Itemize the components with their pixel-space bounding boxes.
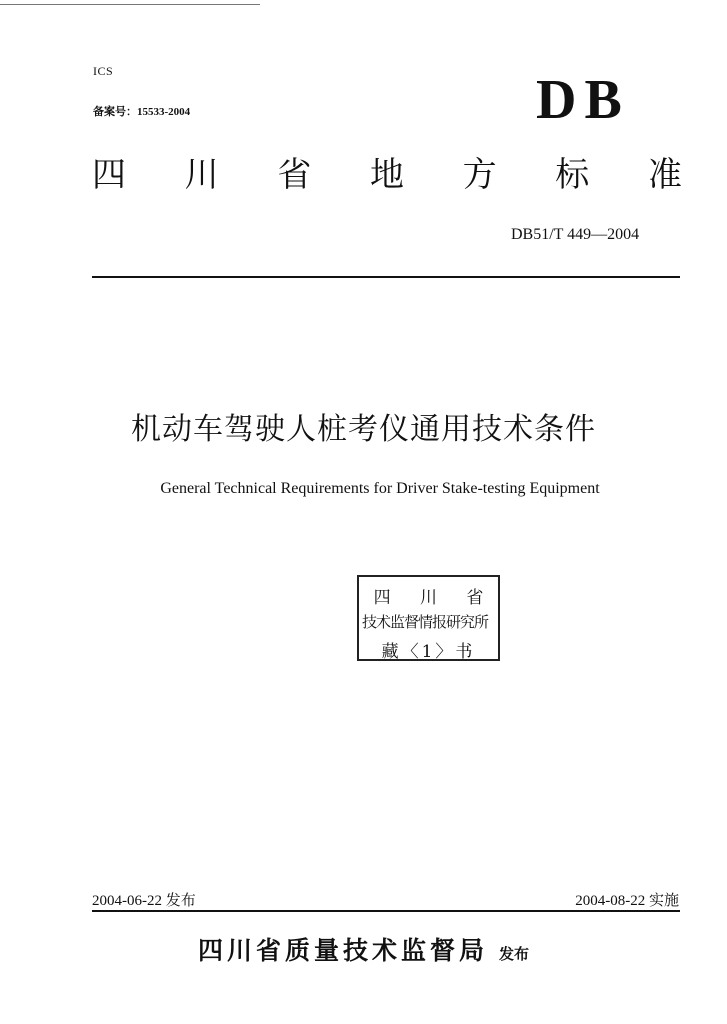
stamp-line-1 xyxy=(359,583,498,608)
publisher-line xyxy=(0,938,727,963)
standard-type-char: 省 xyxy=(277,155,312,195)
top-edge-line xyxy=(0,4,260,5)
standard-type-char: 准 xyxy=(647,155,682,195)
stamp-line-2: 技术监督情报研究所 xyxy=(362,613,489,631)
stamp-char: 川 xyxy=(419,588,437,608)
standard-type-char: 地 xyxy=(369,155,404,195)
publisher-organization: 四川省质量技术监督局 xyxy=(197,936,488,965)
filing-number: 备案号：15533-2004 xyxy=(93,106,191,118)
standard-type-char: 川 xyxy=(184,155,219,195)
standard-type-heading xyxy=(92,155,682,195)
standard-type-char: 标 xyxy=(555,155,590,195)
library-stamp xyxy=(357,575,500,661)
standard-code: DB51/T 449—2004 xyxy=(511,226,640,243)
issue-date: 2004-06-22 发布 xyxy=(92,893,196,909)
stamp-char: 四 xyxy=(373,588,391,608)
title-english: General Technical Requirements for Driver Stake-testing Equipment xyxy=(160,480,600,497)
db-mark: DB xyxy=(536,69,630,131)
title-chinese: 机动车驾驶人桩考仪通用技术条件 xyxy=(131,412,596,447)
publisher-action: 发布 xyxy=(499,945,530,963)
header-divider xyxy=(92,276,680,278)
footer-divider xyxy=(92,910,680,912)
standard-type-char: 方 xyxy=(462,155,497,195)
implementation-date: 2004-08-22 实施 xyxy=(575,893,679,909)
ics-label: ICS xyxy=(93,64,114,78)
stamp-char: 省 xyxy=(466,588,484,608)
standard-type-char: 四 xyxy=(92,155,126,195)
stamp-line-3: 藏〈1〉书 xyxy=(381,642,476,662)
